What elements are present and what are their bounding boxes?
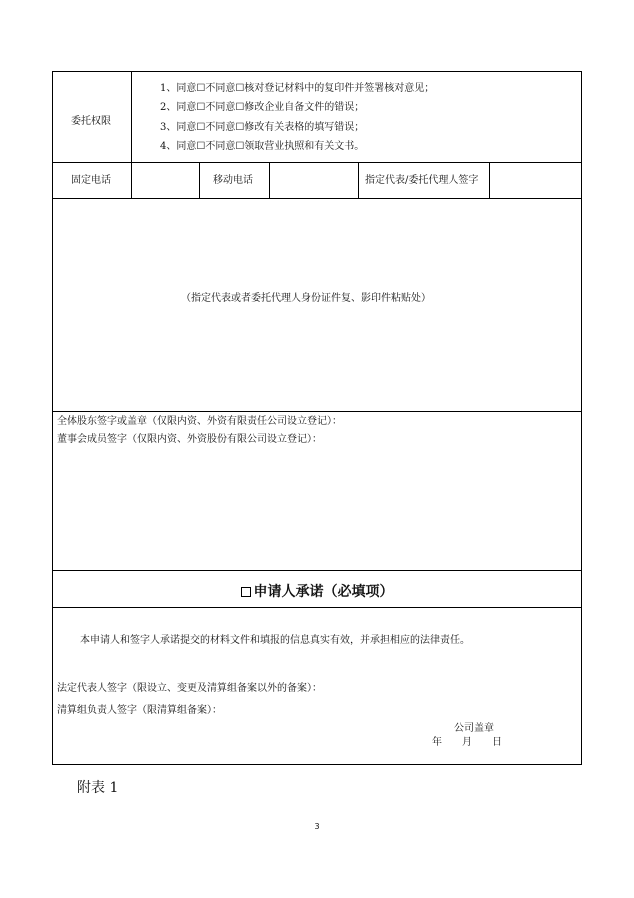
signature-label: 指定代表/委托代理人签字 — [365, 175, 479, 186]
row-divider — [53, 607, 581, 608]
column-divider — [269, 162, 270, 198]
row-divider — [53, 411, 581, 412]
column-divider — [489, 162, 490, 198]
company-seal-label: 公司盖章 — [454, 723, 494, 734]
row-divider — [53, 162, 581, 163]
authorization-item: 3、同意☐不同意☐修改有关表格的填写错误； — [160, 122, 365, 133]
commitment-statement: 本申请人和签字人承诺提交的材料文件和填报的信息真实有效，并承担相应的法律责任。 — [80, 635, 470, 646]
directors-sign-label: 董事会成员签字（仅限内资、外资股份有限公司设立登记）： — [57, 434, 322, 445]
liquidation-sign-label: 清算组负责人签字（限清算组备案）： — [57, 705, 222, 716]
row-divider — [53, 198, 581, 199]
commitment-title: 申请人承诺（必填项） — [53, 578, 581, 606]
id-paste-note: （指定代表或者委托代理人身份证件复、影印件粘贴处） — [181, 293, 431, 304]
fixed-phone-label: 固定电话 — [71, 175, 111, 186]
authorization-label: 委托权限 — [71, 116, 111, 127]
column-divider — [199, 162, 200, 198]
authorization-item: 1、同意☐不同意☐核对登记材料中的复印件并签署核对意见； — [160, 83, 435, 94]
authorization-item: 2、同意☐不同意☐修改企业自备文件的错误； — [160, 102, 365, 113]
checkbox-icon — [241, 587, 251, 597]
legal-rep-sign-label: 法定代表人签字（限设立、变更及清算组备案以外的备案）： — [57, 683, 322, 694]
date-line: 年 月 日 — [432, 737, 502, 748]
mobile-phone-label: 移动电话 — [213, 175, 253, 186]
row-divider — [53, 570, 581, 571]
appendix-label: 附表 1 — [77, 780, 119, 796]
page-number: 3 — [314, 822, 320, 831]
shareholders-sign-label: 全体股东签字或盖章（仅限内资、外资有限责任公司设立登记）： — [57, 416, 342, 427]
registration-form — [52, 71, 582, 765]
authorization-item: 4、同意☐不同意☐领取营业执照和有关文书。 — [160, 141, 365, 152]
column-divider — [131, 72, 132, 198]
column-divider — [358, 162, 359, 198]
